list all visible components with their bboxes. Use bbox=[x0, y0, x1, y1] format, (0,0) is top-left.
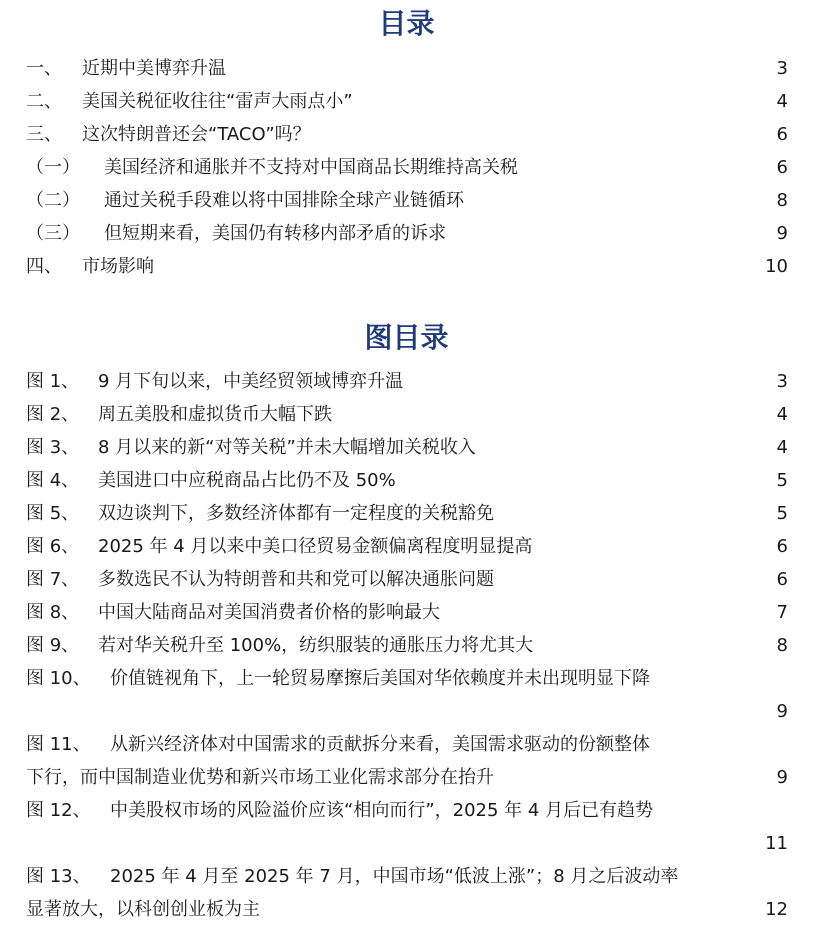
figure-entry-number: 图 11、 bbox=[26, 734, 91, 755]
toc-entry-number: （三） bbox=[26, 223, 80, 244]
figure-entry-13[interactable] bbox=[26, 860, 788, 926]
toc-entry-number: 一、 bbox=[26, 58, 62, 79]
toc-title: 目录 bbox=[378, 7, 435, 40]
figure-entry-title: 若对华关税升至 100%，纺织服装的通胀压力将尤其大 bbox=[98, 635, 534, 656]
figure-entry-line1 bbox=[26, 860, 788, 893]
toc-entry-page: 8 bbox=[776, 190, 788, 211]
toc-entry-number: 二、 bbox=[26, 91, 62, 112]
toc-entry-number: （二） bbox=[26, 190, 80, 211]
figure-entry-page: 6 bbox=[776, 569, 788, 590]
figure-list-title: 图目录 bbox=[364, 321, 449, 354]
figure-entry-title: 多数选民不认为特朗普和共和党可以解决通胀问题 bbox=[98, 569, 494, 590]
figure-list bbox=[26, 365, 788, 926]
figure-entry-line1 bbox=[26, 794, 788, 827]
figure-entry-number: 图 5、 bbox=[26, 503, 80, 524]
figure-entry-title: 9 月下旬以来，中美经贸领域博弈升温 bbox=[98, 371, 404, 392]
toc-entry-title: 通过关税手段难以将中国排除全球产业链循环 bbox=[104, 190, 464, 211]
figure-entry-page: 7 bbox=[776, 602, 788, 623]
toc-entry-page: 4 bbox=[776, 91, 788, 112]
figure-entry-page: 5 bbox=[776, 470, 788, 491]
figure-entry-page: 11 bbox=[765, 833, 788, 854]
figure-entry-6[interactable] bbox=[26, 530, 788, 563]
figure-entry-12[interactable] bbox=[26, 794, 788, 860]
figure-entry-number: 图 12、 bbox=[26, 800, 91, 821]
figure-entry-line2 bbox=[26, 893, 788, 926]
figure-entry-line2 bbox=[26, 827, 788, 860]
figure-entry-3[interactable] bbox=[26, 431, 788, 464]
toc-entry-1[interactable] bbox=[26, 52, 788, 85]
figure-entry-title: 2025 年 4 月以来中美口径贸易金额偏离程度明显提高 bbox=[98, 536, 533, 557]
toc-list bbox=[26, 52, 788, 283]
toc-entry-number: 三、 bbox=[26, 124, 62, 145]
figure-entry-line2 bbox=[26, 695, 788, 728]
toc-entry-3-1[interactable] bbox=[26, 151, 788, 184]
figure-entry-number: 图 8、 bbox=[26, 602, 80, 623]
figure-entry-2[interactable] bbox=[26, 398, 788, 431]
figure-entry-title: 中国大陆商品对美国消费者价格的影响最大 bbox=[98, 602, 440, 623]
toc-entry-3[interactable] bbox=[26, 118, 788, 151]
figure-entry-1[interactable] bbox=[26, 365, 788, 398]
figure-entry-page: 9 bbox=[776, 701, 788, 722]
toc-entry-2[interactable] bbox=[26, 85, 788, 118]
figure-entry-10[interactable] bbox=[26, 662, 788, 728]
figure-entry-11[interactable] bbox=[26, 728, 788, 794]
figure-entry-line1 bbox=[26, 662, 788, 695]
toc-entry-page: 3 bbox=[776, 58, 788, 79]
figure-entry-number: 图 2、 bbox=[26, 404, 80, 425]
figure-entry-title: 双边谈判下，多数经济体都有一定程度的关税豁免 bbox=[98, 503, 494, 524]
toc-entry-number: 四、 bbox=[26, 256, 62, 277]
figure-entry-page: 4 bbox=[776, 404, 788, 425]
figure-entry-page: 9 bbox=[776, 767, 788, 788]
figure-entry-page: 8 bbox=[776, 635, 788, 656]
figure-entry-7[interactable] bbox=[26, 563, 788, 596]
figure-entry-8[interactable] bbox=[26, 596, 788, 629]
toc-entry-title: 这次特朗普还会“TACO”吗？ bbox=[82, 124, 311, 145]
toc-entry-number: （一） bbox=[26, 157, 80, 178]
figure-entry-line1 bbox=[26, 728, 788, 761]
toc-entry-3-2[interactable] bbox=[26, 184, 788, 217]
toc-entry-title: 美国经济和通胀并不支持对中国商品长期维持高关税 bbox=[104, 157, 518, 178]
figure-entry-number: 图 7、 bbox=[26, 569, 80, 590]
figure-entry-title-cont: 下行，而中国制造业优势和新兴市场工业化需求部分在抬升 bbox=[26, 767, 494, 788]
figure-entry-title: 周五美股和虚拟货币大幅下跌 bbox=[98, 404, 332, 425]
figure-entry-5[interactable] bbox=[26, 497, 788, 530]
figure-entry-line2 bbox=[26, 761, 788, 794]
toc-entry-title: 近期中美博弈升温 bbox=[82, 58, 226, 79]
toc-entry-title: 但短期来看，美国仍有转移内部矛盾的诉求 bbox=[104, 223, 446, 244]
toc-entry-page: 6 bbox=[776, 124, 788, 145]
figure-entry-number: 图 13、 bbox=[26, 866, 91, 887]
toc-entry-4[interactable] bbox=[26, 250, 788, 283]
figure-entry-number: 图 10、 bbox=[26, 668, 91, 689]
figure-entry-page: 4 bbox=[776, 437, 788, 458]
figure-entry-title: 8 月以来的新“对等关税”并未大幅增加关税收入 bbox=[98, 437, 476, 458]
toc-entry-page: 9 bbox=[776, 223, 788, 244]
toc-entry-page: 10 bbox=[765, 256, 788, 277]
figure-entry-page: 12 bbox=[765, 899, 788, 920]
figure-entry-title-cont: 显著放大，以科创创业板为主 bbox=[26, 899, 260, 920]
toc-entry-title: 美国关税征收往往“雷声大雨点小” bbox=[82, 91, 353, 112]
figure-entry-number: 图 9、 bbox=[26, 635, 80, 656]
figure-entry-title: 中美股权市场的风险溢价应该“相向而行”，2025 年 4 月后已有趋势 bbox=[110, 800, 654, 821]
figure-entry-number: 图 3、 bbox=[26, 437, 80, 458]
figure-entry-title: 美国进口中应税商品占比仍不及 50% bbox=[98, 470, 396, 491]
toc-entry-title: 市场影响 bbox=[82, 256, 154, 277]
figure-entry-number: 图 6、 bbox=[26, 536, 80, 557]
figure-entry-title: 价值链视角下，上一轮贸易摩擦后美国对华依赖度并未出现明显下降 bbox=[110, 668, 650, 689]
figure-entry-number: 图 4、 bbox=[26, 470, 80, 491]
toc-entry-3-3[interactable] bbox=[26, 217, 788, 250]
figure-entry-page: 3 bbox=[776, 371, 788, 392]
toc-entry-page: 6 bbox=[776, 157, 788, 178]
figure-entry-page: 5 bbox=[776, 503, 788, 524]
figure-entry-page: 6 bbox=[776, 536, 788, 557]
figure-entry-title: 2025 年 4 月至 2025 年 7 月，中国市场“低波上涨”；8 月之后波动率 bbox=[110, 866, 679, 887]
figure-entry-4[interactable] bbox=[26, 464, 788, 497]
figure-entry-title: 从新兴经济体对中国需求的贡献拆分来看，美国需求驱动的份额整体 bbox=[110, 734, 650, 755]
figure-entry-9[interactable] bbox=[26, 629, 788, 662]
figure-entry-number: 图 1、 bbox=[26, 371, 80, 392]
